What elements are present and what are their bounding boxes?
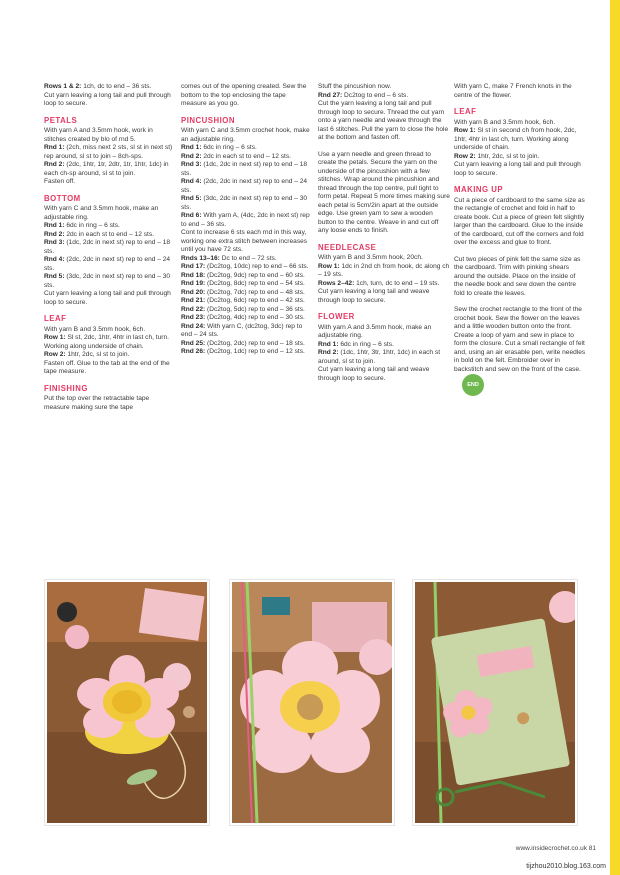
paragraph: comes out of the opening created. Sew the bottom to the top enclosing the tape measure as you go. [181,83,307,107]
paragraph: With yarn A and 3.5mm hook, work in stitches created by blo of rnd 5. Rnd 1: (2ch, miss next 2 sts, sl st in next st) rep around, sl st to join – 8ch-sps. Rnd 2: (2dc, 1htr, 1tr, 2dtr, 1tr, 1htr, 1dc) in each ch-sp around, sl st to join. Fasten off. [44,127,173,185]
paragraph: With yarn B and 3.5mm hook, 20ch. Row 1: 1dc in 2nd ch from hook, dc along ch – 19 sts. Rows 2–42: 1ch, turn, dc to end – 19 sts. Cut yarn leaving a long tail and weave through loop to secure. [318,254,450,304]
tape-measure-illustration [47,582,207,823]
photo-needlecase [413,580,577,825]
paragraph: Rows 1 & 2: 1ch, dc to end – 36 sts. Cut yarn leaving a long tail and pull through loop to secure. [44,83,171,107]
pincushion-illustration [232,582,392,823]
paragraph: With yarn C and 3.5mm hook, make an adjustable ring. Rnd 1: 6dc in ring – 6 sts. Rnd 2: 2dc in each st to end – 12 sts. Rnd 3: (1dc, 2dc in next st) rep to end – 18 sts. Rnd 4: (2dc, 2dc in next st) rep to end – 24 sts. Rnd 5: (3dc, 2dc in next st) rep to end – 30 sts. Cut yarn leaving a long tail and pull through loop to secure. [44,205,171,306]
paragraph: Sew the crochet rectangle to the front of the crochet book. Sew the flower on the leaves and a little wooden button onto the front. Create a loop of yarn and sew in place to form the closure. Cut a small rectangle of felt and, using an air erasable pen, write needles in bold on the felt. Embroider over in backstitch and sew on the front of the case.END [454,306,586,396]
text-column-2 [181,83,313,365]
paragraph: With yarn B and 3.5mm hook, 6ch. Row 1: Sl st, 2dc, 1htr, 4htr in last ch, turn. Working along underside of chain. Row 2: 1htr, 2dc, sl st to join. Fasten off. Glue to the tab at the end of the tape measure. [44,325,170,375]
paragraph: With yarn A and 3.5mm hook, make an adjustable ring. Rnd 1: 6dc in ring – 6 sts. Rnd 2: (1dc, 1htr, 3tr, 1htr, 1dc) in each st around, sl st to join. Cut yarn leaving a long tail and weave through loop to secure. [318,323,441,382]
paragraph: With yarn B and 3.5mm hook, 6ch. Row 1: Sl st in second ch from hook, 2dc, 1htr, 4htr in last ch, turn. Working along underside of chain. Row 2: 1htr, 2dc, sl st to join. Cut yarn leaving a long tail and pull through loop to secure. [454,118,581,177]
section-heading-pincushion: PINCUSHION [181,115,235,125]
paragraph: Cut two pieces of pink felt the same size as the cardboard. Trim with pinking shears around the outside. Place on the inside of the needle book and sew down the centre fold to create the leaves. [454,255,581,297]
text-column-4 [454,83,586,404]
needlecase-illustration [415,582,575,823]
photo-pincushion [230,580,394,825]
paragraph: Stuff the pincushion now. Rnd 27: Dc2tog to end – 6 sts. Cut the yarn leaving a long tail and pull through loop to secure. Thread the cut yarn onto a yarn needle and weave through the last 6 stitches. Pull the yarn to close the hole at the bottom and fasten off. [318,83,449,141]
end-badge: END [462,374,484,396]
section-heading-petals: PETALS [44,115,78,125]
section-heading-leaf: LEAF [44,314,67,323]
paragraph: Cut a piece of cardboard to the same size as the rectangle of crochet and fold in half to create book. Cut a piece of green felt slightly larger than the cardboard. Glue to the inside of the cardboard, cut off the corners and fold over the excess and glue to front. [454,196,585,246]
section-heading-making-up: MAKING UP [454,185,504,194]
paragraph: With yarn C and 3.5mm crochet hook, make an adjustable ring. Rnd 1: 6dc in ring – 6 sts. Rnd 2: 2dc in each st to end – 12 sts. Rnd 3: (1dc, 2dc in next st) rep to end – 18 sts. Rnd 4: (2dc, 2dc in next st) rep to end – 24 sts. Rnd 5: (3dc, 2dc in next st) rep to end – 30 sts. Rnd 6: With yarn A, (4dc, 2dc in next st) rep to end – 36 sts. Cont to increase 6 sts each rnd in this way, working one extra stitch between increases until you have 72 sts. Rnds 13–16: Dc to end – 72 sts. Rnd 17: (Dc2tog, 10dc) rep to end – 66 sts. Rnd 18: (Dc2tog, 9dc) rep to end – 60 sts. Rnd 19: (Dc2tog, 8dc) rep to end – 54 sts. Rnd 20: (Dc2tog, 7dc) rep to end – 48 sts. Rnd 21: (Dc2tog, 6dc) rep to end – 42 sts. Rnd 22: (Dc2tog, 5dc) rep to end – 36 sts. Rnd 23: (Dc2tog, 4dc) rep to end – 30 sts. Rnd 24: With yarn C, (dc2tog, 3dc) rep to end – 24 sts. Rnd 25: (Dc2tog, 2dc) rep to end – 18 sts. Rnd 26: (Dc2tog, 1dc) rep to end – 12 sts. [181,127,310,355]
text-column-3 [318,83,450,391]
section-heading-finishing: FINISHING [44,383,88,393]
photo-tape-measure [45,580,209,825]
section-heading-needlecase: NEEDLECASE [318,242,377,252]
paragraph: Put the top over the retractable tape measure making sure the tape [44,395,150,411]
section-heading-flower: FLOWER [318,312,355,321]
section-heading-bottom: BOTTOM [44,193,81,203]
section-heading-leaf-2: LEAF [454,107,477,116]
watermark-text: tijzhou2010.blog.163.com [526,863,606,870]
paragraph: With yarn C, make 7 French knots in the centre of the flower. [454,83,572,99]
paragraph: Use a yarn needle and green thread to create the petals. Secure the yarn on the underside of the pincushion with a few stitches. Wrap around the pincushion and thread through the top centre, pull tight to form petal. Repeat 5 more times making sure each petal is 5cm/2in apart at the outside edge. Use green yarn to sew a wooden button to the centre. Weave in and cut off any loose ends to finish. [318,150,450,234]
footer-url: www.insidecrochet.co.uk 81 [515,845,596,852]
text-column-1 [44,83,176,420]
